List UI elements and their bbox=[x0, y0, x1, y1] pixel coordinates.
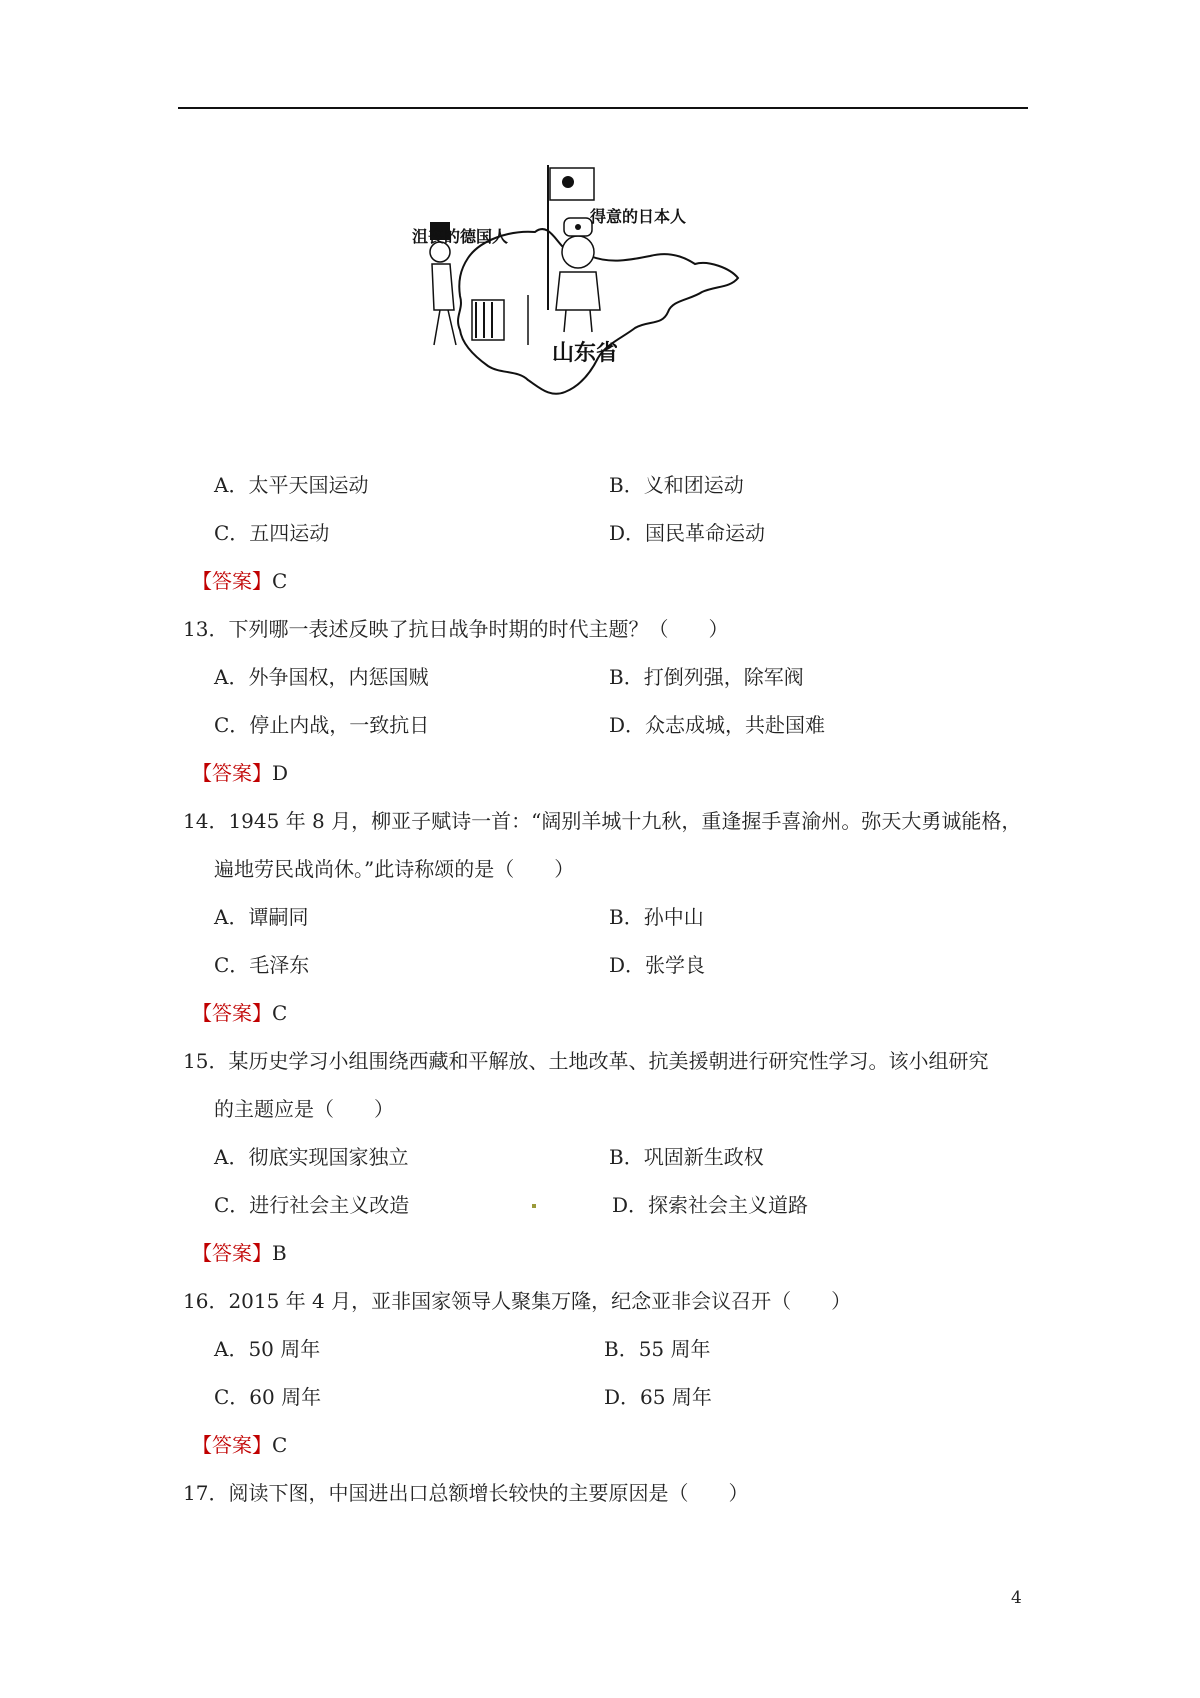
q15-answer bbox=[192, 1240, 287, 1266]
label-german: 沮丧的德国人 bbox=[412, 227, 509, 246]
answer-label: 【答案】 bbox=[192, 1433, 272, 1457]
answer-label: 【答案】 bbox=[192, 761, 272, 785]
q14-option-b: B．孙中山 bbox=[609, 905, 704, 929]
japanese-flag-sun bbox=[562, 176, 574, 188]
q16-option-b: B．55 周年 bbox=[604, 1337, 711, 1361]
answer-value: B bbox=[272, 1241, 287, 1265]
answer-value: C bbox=[272, 1001, 288, 1025]
shandong-cartoon-figure bbox=[412, 160, 770, 440]
japanese-figure-body bbox=[556, 272, 600, 310]
q14-stem-line2: 遍地劳民战尚休。”此诗称颂的是（ ） bbox=[214, 857, 575, 881]
q14-stem-line1: 14．1945 年 8 月，柳亚子赋诗一首：“阔别羊城十九秋，重逢握手喜渝州。弥天大勇诚能格， bbox=[183, 809, 1022, 833]
cap-badge bbox=[575, 224, 581, 230]
german-figure-body bbox=[432, 264, 454, 310]
q16-option-d: D．65 周年 bbox=[604, 1385, 712, 1409]
q12-option-d: D．国民革命运动 bbox=[609, 521, 766, 545]
answer-value: C bbox=[272, 1433, 288, 1457]
q13-option-b: B．打倒列强，除军阀 bbox=[609, 665, 804, 689]
q13-option-c: C．停止内战，一致抗日 bbox=[214, 713, 430, 737]
q16-option-c: C．60 周年 bbox=[214, 1385, 322, 1409]
header-rule bbox=[178, 107, 1028, 109]
answer-value: D bbox=[272, 761, 289, 785]
q12-answer bbox=[192, 568, 287, 594]
q17-stem: 17．阅读下图，中国进出口总额增长较快的主要原因是（ ） bbox=[183, 1481, 749, 1505]
japanese-figure-head bbox=[562, 236, 594, 268]
q16-stem: 16．2015 年 4 月，亚非国家领导人聚集万隆，纪念亚非会议召开（ ） bbox=[183, 1289, 852, 1313]
q15-option-d: D．探索社会主义道路 bbox=[612, 1193, 809, 1217]
q13-answer bbox=[192, 760, 288, 786]
page-number: 4 bbox=[1011, 1588, 1022, 1608]
q12-option-a: A．太平天国运动 bbox=[214, 473, 369, 497]
q12-option-c: C．五四运动 bbox=[214, 521, 330, 545]
q15-option-c: C．进行社会主义改造 bbox=[214, 1193, 410, 1217]
q13-option-a: A．外争国权，内惩国贼 bbox=[214, 665, 429, 689]
q15-stem-line2: 的主题应是（ ） bbox=[214, 1097, 394, 1121]
answer-label: 【答案】 bbox=[192, 1001, 272, 1025]
q14-option-d: D．张学良 bbox=[609, 953, 706, 977]
q14-answer bbox=[192, 1000, 287, 1026]
label-province: 山东省 bbox=[552, 341, 619, 366]
q16-answer bbox=[192, 1432, 287, 1458]
q15-stem-line1: 15．某历史学习小组围绕西藏和平解放、土地改革、抗美援朝进行研究性学习。该小组研究 bbox=[183, 1049, 989, 1073]
q16-option-a: A．50 周年 bbox=[214, 1337, 321, 1361]
q14-option-c: C．毛泽东 bbox=[214, 953, 310, 977]
q13-option-d: D．众志成城，共赴国难 bbox=[609, 713, 826, 737]
q13-stem: 13．下列哪一表述反映了抗日战争时期的时代主题？（ ） bbox=[183, 617, 729, 641]
q12-option-b: B．义和团运动 bbox=[609, 473, 744, 497]
stray-dot bbox=[532, 1204, 536, 1208]
q14-option-a: A．谭嗣同 bbox=[214, 905, 309, 929]
label-japanese: 得意的日本人 bbox=[590, 207, 687, 226]
q15-option-a: A．彻底实现国家独立 bbox=[214, 1145, 409, 1169]
q15-option-b: B．巩固新生政权 bbox=[609, 1145, 764, 1169]
answer-value: C bbox=[272, 569, 288, 593]
answer-label: 【答案】 bbox=[192, 569, 272, 593]
answer-label: 【答案】 bbox=[192, 1241, 272, 1265]
